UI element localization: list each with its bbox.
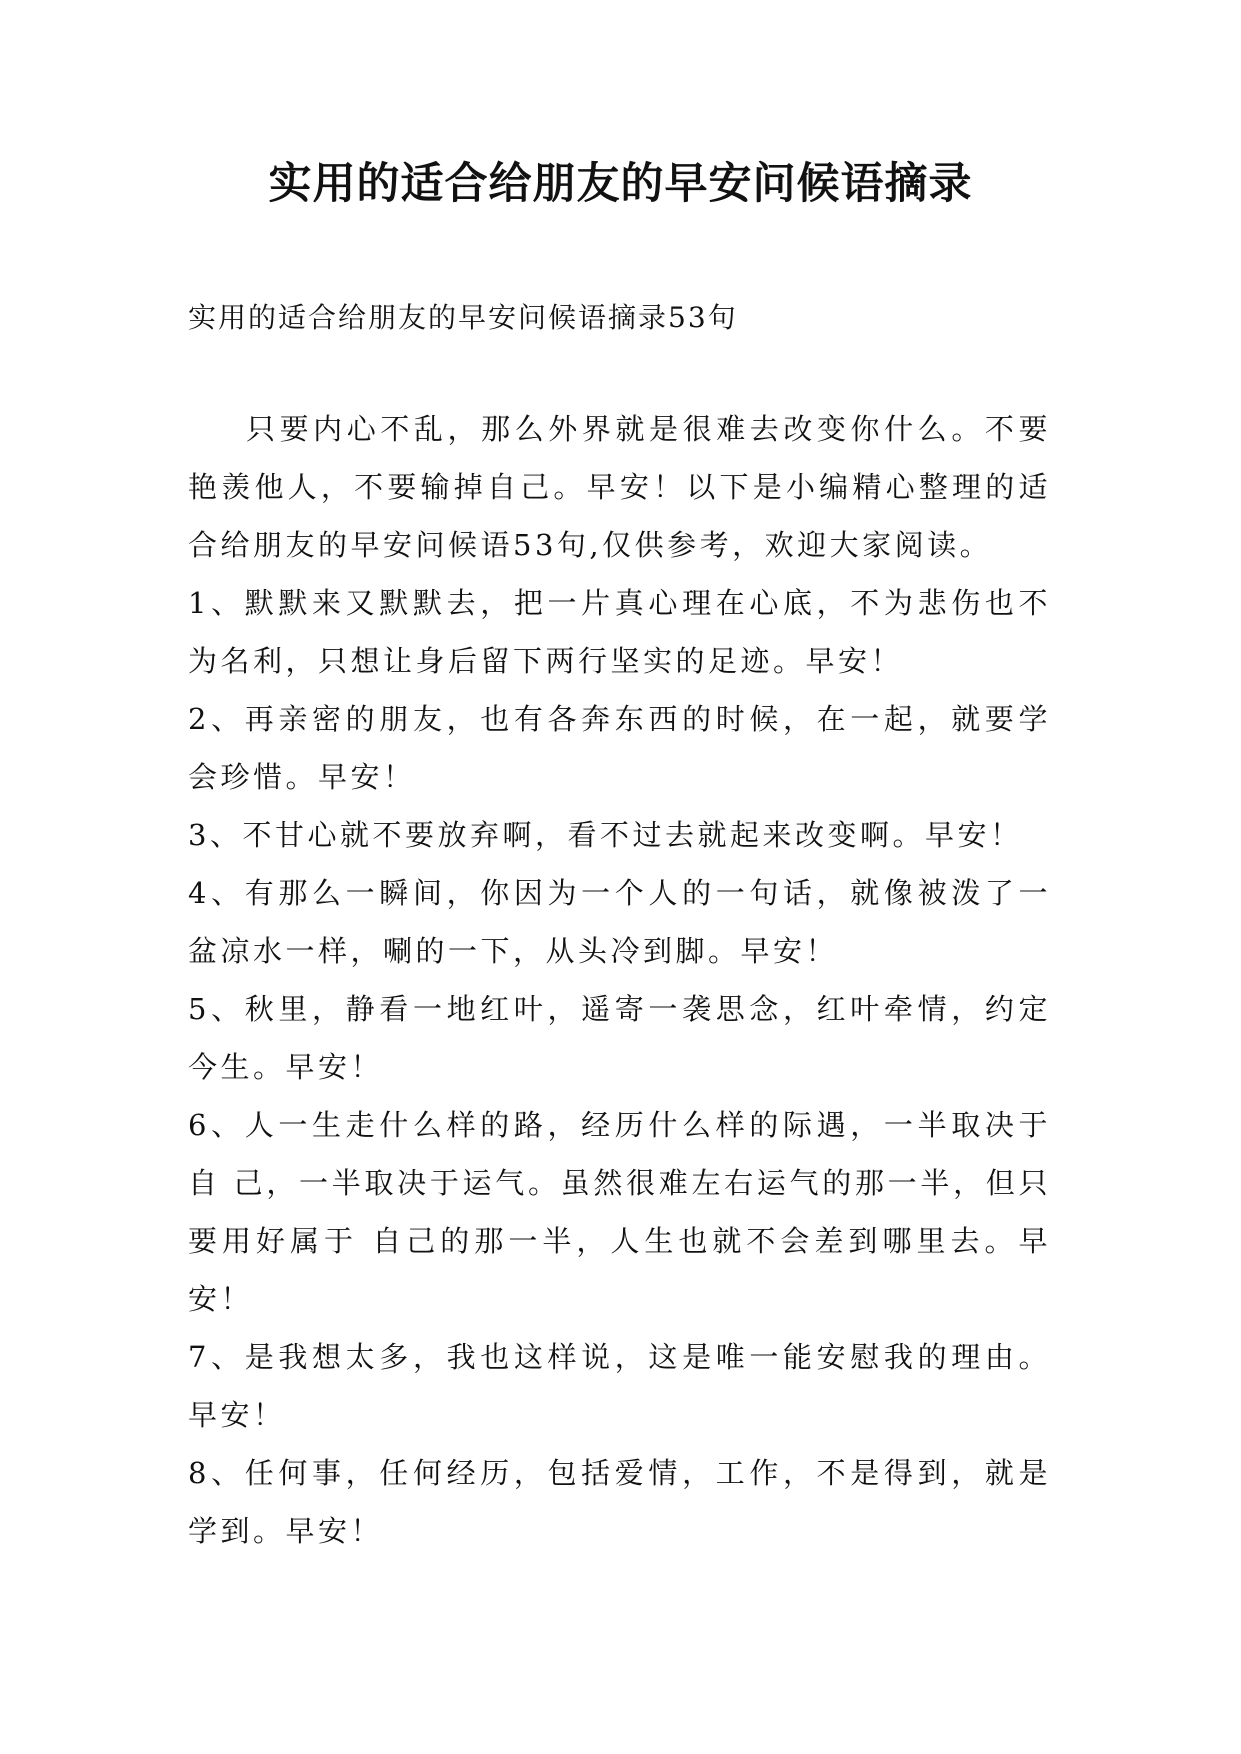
list-item: 6、人一生走什么样的路，经历什么样的际遇，一半取决于自 己，一半取决于运气。虽然很难左右运气的那一半，但只要用好属于 自己的那一半，人生也就不会差到哪里去。早安！ [188,1108,1051,1316]
list-item: 5、秋里，静看一地红叶，遥寄一袭思念，红叶牵情，约定今生。早安！ [188,992,1051,1084]
document-subtitle: 实用的适合给朋友的早安问候语摘录53句 [188,301,738,334]
intro-paragraph: 只要内心不乱，那么外界就是很难去改变你什么。不要艳羡他人，不要输掉自己。早安！以下是小编精心整理的适合给朋友的早安问候语53句,仅供参考，欢迎大家阅读。 [188,412,1051,562]
document-title: 实用的适合给朋友的早安问候语摘录 [268,159,973,209]
list-item: 7、是我想太多，我也这样说，这是唯一能安慰我的理由。早安！ [188,1340,1051,1432]
list-item: 1、默默来又默默去，把一片真心理在心底，不为悲伤也不为名利，只想让身后留下两行坚实的足迹。早安！ [188,586,1051,678]
document-body [188,400,1051,1560]
list-item: 3、不甘心就不要放弃啊，看不过去就起来改变啊。早安！ [188,818,1023,852]
list-item: 8、任何事，任何经历，包括爱情，工作，不是得到，就是学到。早安！ [188,1456,1051,1548]
list-item: 4、有那么一瞬间，你因为一个人的一句话，就像被泼了一盆凉水一样，唰的一下，从头冷到脚。早安！ [188,876,1051,968]
list-item: 2、再亲密的朋友，也有各奔东西的时候，在一起，就要学会珍惜。早安！ [188,702,1051,794]
